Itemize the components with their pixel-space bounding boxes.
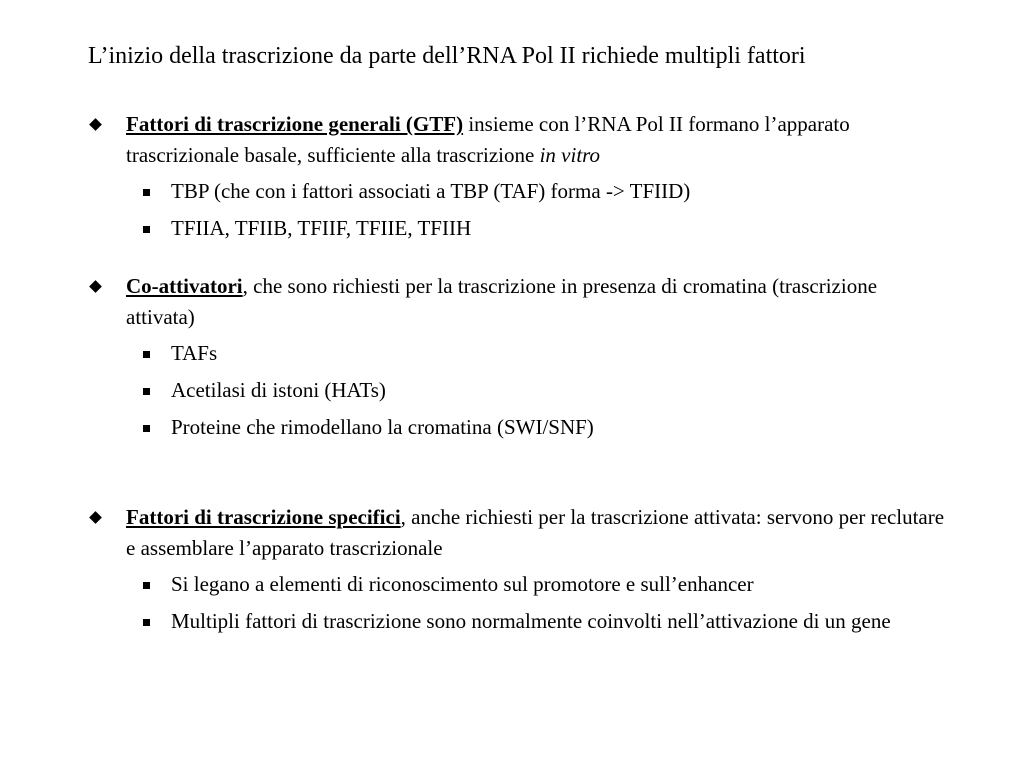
square-bullet-icon	[143, 582, 150, 589]
item-text-italic: in vitro	[539, 143, 601, 167]
sub-item-text: Multipli fattori di trascrizione sono normalmente coinvolti nell’attivazione di un gene	[171, 609, 891, 633]
sub-item-text: TFIIA, TFIIB, TFIIF, TFIIE, TFIIH	[171, 216, 472, 240]
sub-item-text: Acetilasi di istoni (HATs)	[171, 378, 386, 402]
item-text: insieme con l’RNA Pol II formano l’apparato trascrizionale basale, sufficiente alla trascrizione	[126, 112, 850, 167]
sub-item-text: TAFs	[171, 341, 218, 365]
section-fattori-specifici	[88, 502, 948, 643]
slide-title: L’inizio della trascrizione da parte dell’RNA Pol II richiede multipli fattori	[88, 43, 806, 69]
diamond-bullet-icon	[89, 280, 102, 293]
square-bullet-icon	[143, 425, 150, 432]
sub-bullet-item	[88, 569, 948, 600]
sub-bullet-item	[88, 375, 948, 406]
sub-list	[88, 338, 948, 443]
sub-item-text: TBP (che con i fattori associati a TBP (TAF) forma -> TFIID)	[171, 179, 691, 203]
sub-list	[88, 176, 948, 244]
main-bullet-item	[88, 502, 948, 564]
diamond-bullet-icon	[89, 511, 102, 524]
section-gtf	[88, 109, 948, 250]
sub-bullet-item	[88, 213, 948, 244]
sub-item-text: Si legano a elementi di riconoscimento sul promotore e sull’enhancer	[171, 572, 754, 596]
item-text: , anche richiesti per la trascrizione attivata: servono per reclutare e assemblare l’apparato trascrizionale	[126, 505, 945, 560]
item-text: , che sono richiesti per la trascrizione in presenza di cromatina (trascrizione attivata)	[126, 274, 878, 329]
square-bullet-icon	[143, 619, 150, 626]
diamond-bullet-icon	[89, 118, 102, 131]
main-bullet-item	[88, 271, 948, 333]
square-bullet-icon	[143, 226, 150, 233]
sub-bullet-item	[88, 606, 948, 637]
term-fattori-specifici: Fattori di trascrizione specifici	[126, 505, 401, 529]
term-gtf: Fattori di trascrizione generali (GTF)	[126, 112, 464, 136]
square-bullet-icon	[143, 351, 150, 358]
sub-bullet-item	[88, 176, 948, 207]
square-bullet-icon	[143, 388, 150, 395]
sub-bullet-item	[88, 338, 948, 369]
term-coattivatori: Co-attivatori	[126, 274, 243, 298]
section-coattivatori	[88, 271, 948, 449]
sub-bullet-item	[88, 412, 948, 443]
sub-list	[88, 569, 948, 637]
sub-item-text: Proteine che rimodellano la cromatina (SWI/SNF)	[171, 415, 594, 439]
main-bullet-item	[88, 109, 948, 171]
square-bullet-icon	[143, 189, 150, 196]
